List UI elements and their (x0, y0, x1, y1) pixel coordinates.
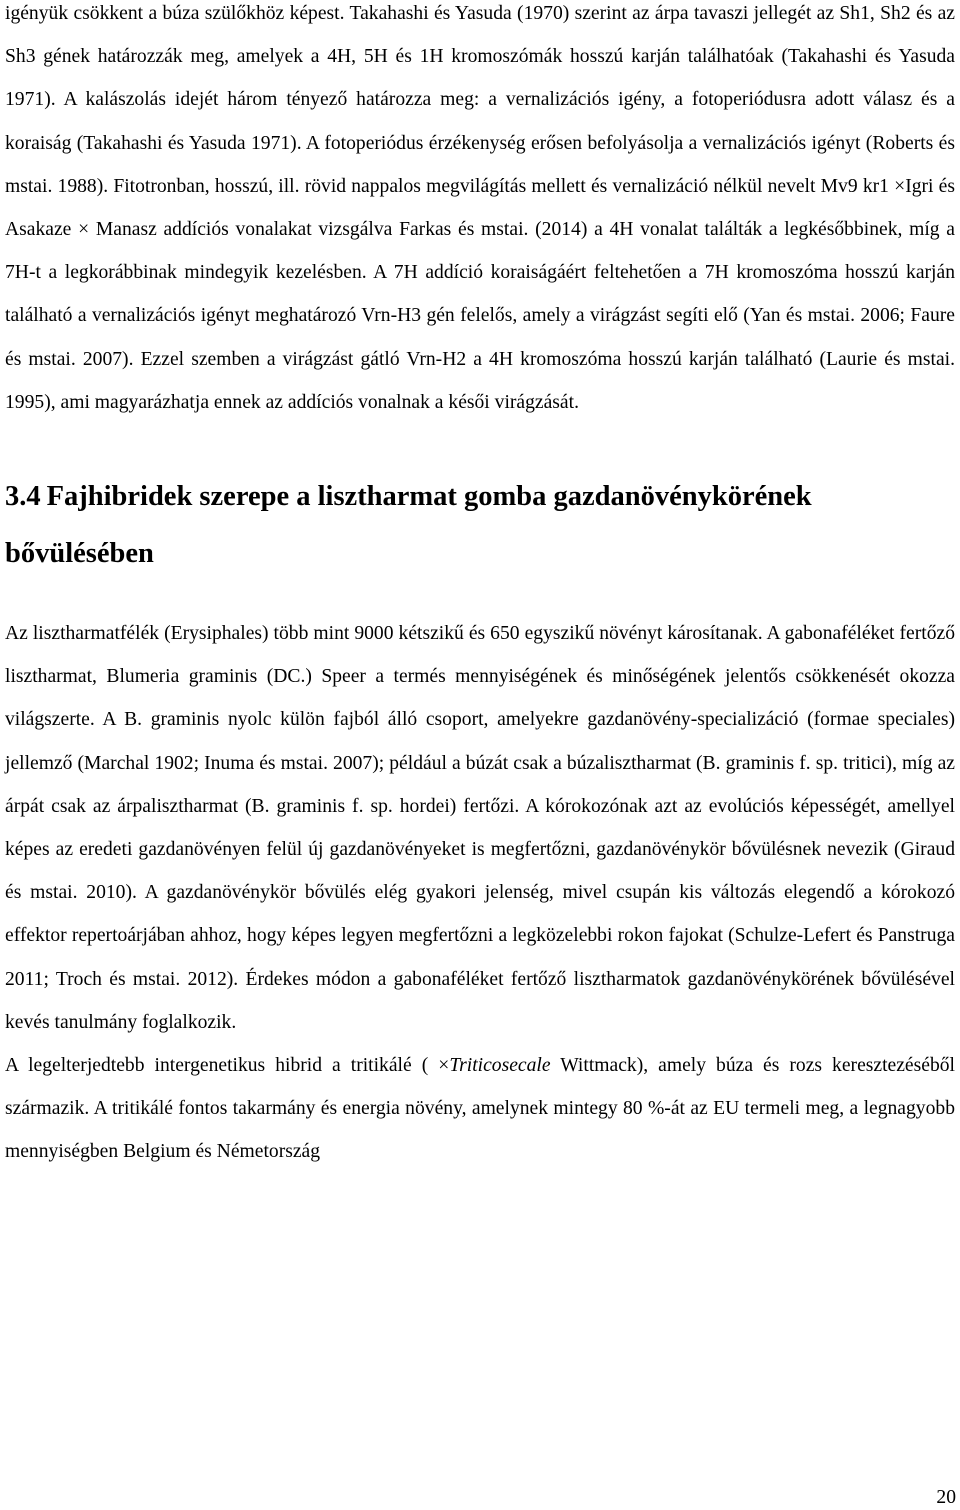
document-page (5, 0, 955, 1174)
section-number: 3.4 (5, 481, 41, 513)
paragraph-text: A legelterjedtebb intergenetikus hibrid a tritikálé ( × (5, 1055, 450, 1077)
section-heading (5, 468, 955, 582)
body-paragraph: Az lisztharmatfélék (Erysiphales) több mint 9000 kétszikű és 650 egyszikű növényt károsítanak. A gabonaféléket fertőző lisztharmat, Blumeria graminis (DC.) Speer a termés mennyiségének és minőségének jelentős csökkenését okozza világszerte. A B. graminis nyolc külön fajból álló csoport, amelyekre gazdanövény-specializáció (formae speciales) jellemző (Marchal 1902; Inuma és mstai. 2007); például a búzát csak a búzalisztharmat (B. graminis f. sp. tritici), míg az árpát csak az árpalisztharmat (B. graminis f. sp. hordei) fertőzi. A kórokozónak azt az evolúciós képességét, amellyel képes az eredeti gazdanövényen felül új gazdanövényeket is megfertőzni, gazdanövénykör bővülésnek nevezik (Giraud és mstai. 2010). A gazdanövénykör bővülés elég gyakori jelenség, mivel csupán kis változás elegendő a kórokozó effektor repertoárjában ahhoz, hogy képes legyen megfertőzni a legközelebbi rokon fajokat (Schulze-Lefert és Panstruga 2011; Troch és mstai. 2012). Érdekes módon a gabonaféléket fertőző lisztharmatok gazdanövénykörének bővülésével kevés tanulmány foglalkozik. (5, 623, 955, 1033)
paragraph-text: Wittmack), amely búza és rozs keresztezéséből származik. A tritikálé fontos takarmány és energia növény, amelynek mintegy 80 %-át az EU termeli meg, a legnagyobb mennyiségben Belgium és Németország (5, 1055, 955, 1163)
italic-species-name: Triticosecale (449, 1055, 551, 1077)
body-paragraph (5, 1044, 955, 1174)
page-number: 20 (936, 1487, 956, 1508)
body-paragraph: igényük csökkent a búza szülőkhöz képest. Takahashi és Yasuda (1970) szerint az árpa tavaszi jellegét az Sh1, Sh2 és az Sh3 gének határozzák meg, amelyek a 4H, 5H és 1H kromoszómák hosszú karján találhatóak (Takahashi és Yasuda 1971). A kalászolás idejét három tényező határozza meg: a vernalizációs igény, a fotoperiódusra adott válasz és a koraiság (Takahashi és Yasuda 1971). A fotoperiódus érzékenység erősen befolyásolja a vernalizációs igényt (Roberts és mstai. 1988). Fitotronban, hosszú, ill. rövid nappalos megvilágítás mellett és vernalizáció nélkül nevelt Mv9 kr1 ×Igri és Asakaze × Manasz addíciós vonalakat vizsgálva Farkas és mstai. (2014) a 4H vonalat találták a legkésőbbinek, míg a 7H-t a legkorábbinak mindegyik kezelésben. A 7H addíció koraiságáért feltehetően a 7H kromoszóma hosszú karján található a vernalizációs igényt meghatározó Vrn-H3 gén felelős, amely a virágzást segíti elő (Yan és mstai. 2006; Faure és mstai. 2007). Ezzel szemben a virágzást gátló Vrn-H2 a 4H kromoszóma hosszú karján található (Laurie és mstai. 1995), ami magyarázhatja ennek az addíciós vonalnak a késői virágzását. (5, 3, 955, 413)
section-title: Fajhibridek szerepe a lisztharmat gomba gazdanövénykörének bővülésében (5, 481, 812, 570)
